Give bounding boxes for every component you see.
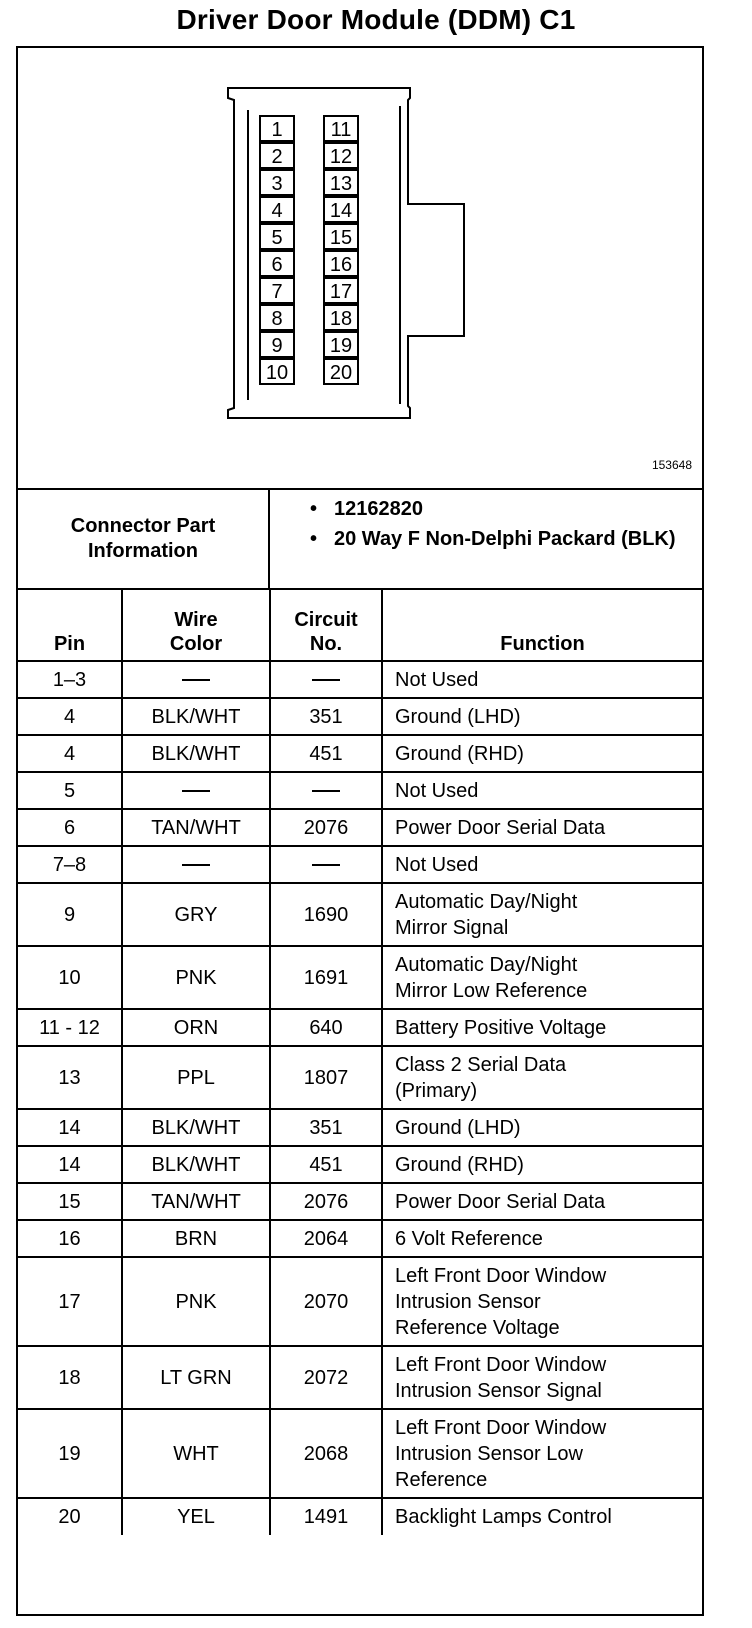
dash-mark <box>312 679 340 681</box>
table-row <box>18 1146 702 1183</box>
function-line: Ground (RHD) <box>395 1153 524 1176</box>
function-line: Mirror Signal <box>395 916 509 939</box>
pinout-table <box>18 590 702 1535</box>
dash-mark <box>182 790 210 792</box>
cell-circuit-no: 451 <box>270 1146 382 1183</box>
function-line: Left Front Door Window <box>395 1416 607 1439</box>
function-line: Not Used <box>395 668 479 691</box>
function-line: Ground (LHD) <box>395 1116 521 1139</box>
table-row <box>18 946 702 1009</box>
cell-function <box>382 946 702 1009</box>
function-line: Intrusion Sensor <box>395 1290 541 1313</box>
function-line: Class 2 Serial Data <box>395 1053 567 1076</box>
pin-number-label: 2 <box>271 146 283 168</box>
function-line: Intrusion Sensor Low <box>395 1442 583 1465</box>
header-wire-color-line1: Wire <box>174 609 218 631</box>
function-line: Left Front Door Window <box>395 1264 607 1287</box>
header-pin: Pin <box>18 590 122 661</box>
function-line: (Primary) <box>395 1079 478 1102</box>
cell-circuit-no <box>270 661 382 698</box>
cell-circuit-no: 2072 <box>270 1346 382 1409</box>
cell-circuit-no: 351 <box>270 1109 382 1146</box>
cell-function <box>382 809 702 846</box>
function-line: Ground (RHD) <box>395 742 524 765</box>
cell-circuit-no: 1690 <box>270 883 382 946</box>
cell-function <box>382 698 702 735</box>
cell-wire-color: BLK/WHT <box>122 1146 270 1183</box>
cell-wire-color: BLK/WHT <box>122 698 270 735</box>
table-row <box>18 809 702 846</box>
cell-wire-color <box>122 661 270 698</box>
connector-description: 20 Way F Non-Delphi Packard (BLK) <box>334 528 676 550</box>
table-row <box>18 1009 702 1046</box>
function-line: Automatic Day/Night <box>395 953 578 976</box>
cell-pin: 15 <box>18 1183 122 1220</box>
header-wire-color-line2: Color <box>169 633 223 655</box>
cell-function <box>382 772 702 809</box>
pin-number-label: 20 <box>329 362 353 384</box>
cell-wire-color: TAN/WHT <box>122 1183 270 1220</box>
dash-mark <box>182 864 210 866</box>
function-line: 6 Volt Reference <box>395 1227 543 1250</box>
cell-circuit-no: 2068 <box>270 1409 382 1498</box>
connector-diagram <box>18 48 702 490</box>
page-title: Driver Door Module (DDM) C1 <box>176 4 576 35</box>
cell-wire-color: BRN <box>122 1220 270 1257</box>
table-row <box>18 1220 702 1257</box>
cell-circuit-no: 1807 <box>270 1046 382 1109</box>
function-line: Power Door Serial Data <box>395 1190 606 1213</box>
cell-pin: 1–3 <box>18 661 122 698</box>
table-row <box>18 772 702 809</box>
cell-circuit-no: 451 <box>270 735 382 772</box>
cell-wire-color: BLK/WHT <box>122 1109 270 1146</box>
pin-number-label: 6 <box>271 254 283 276</box>
cell-function <box>382 1109 702 1146</box>
function-line: Not Used <box>395 853 479 876</box>
cell-function <box>382 735 702 772</box>
pin-number-label: 1 <box>271 119 283 141</box>
cell-circuit-no <box>270 846 382 883</box>
cell-function <box>382 1498 702 1535</box>
cell-circuit-no: 2070 <box>270 1257 382 1346</box>
pin-number-label: 18 <box>329 308 353 330</box>
pin-number-label: 3 <box>271 173 283 195</box>
table-row <box>18 1109 702 1146</box>
cell-wire-color <box>122 846 270 883</box>
cell-function <box>382 1409 702 1498</box>
function-line: Reference <box>395 1468 488 1491</box>
pin-number-label: 15 <box>329 227 353 249</box>
pin-number-label: 7 <box>271 281 283 303</box>
cell-wire-color: PNK <box>122 1257 270 1346</box>
cell-circuit-no: 351 <box>270 698 382 735</box>
connector-part-info <box>18 490 702 590</box>
connector-label-line1: Connector Part <box>70 515 216 537</box>
cell-circuit-no: 2064 <box>270 1220 382 1257</box>
cell-pin: 4 <box>18 698 122 735</box>
cell-wire-color: BLK/WHT <box>122 735 270 772</box>
function-line: Intrusion Sensor Signal <box>395 1379 602 1402</box>
table-row <box>18 1046 702 1109</box>
table-row <box>18 661 702 698</box>
function-line: Ground (LHD) <box>395 705 521 728</box>
cell-function <box>382 1046 702 1109</box>
cell-pin: 18 <box>18 1346 122 1409</box>
bullet: • <box>310 528 318 550</box>
figure-number: 153648 <box>651 458 692 472</box>
header-wire-color <box>122 590 270 661</box>
table-row <box>18 1257 702 1346</box>
table-row <box>18 846 702 883</box>
function-line: Mirror Low Reference <box>395 979 588 1002</box>
cell-wire-color: LT GRN <box>122 1346 270 1409</box>
cell-circuit-no: 640 <box>270 1009 382 1046</box>
cell-pin: 10 <box>18 946 122 1009</box>
cell-circuit-no: 2076 <box>270 809 382 846</box>
cell-function <box>382 1346 702 1409</box>
bullet: • <box>310 498 318 520</box>
cell-function <box>382 1183 702 1220</box>
pin-number-label: 10 <box>265 362 289 384</box>
table-row <box>18 883 702 946</box>
dash-mark <box>182 679 210 681</box>
connector-part-info-label <box>18 490 270 588</box>
table-row <box>18 1409 702 1498</box>
table-row <box>18 735 702 772</box>
cell-circuit-no: 2076 <box>270 1183 382 1220</box>
header-circuit-line2: No. <box>309 633 343 655</box>
function-line: Backlight Lamps Control <box>395 1506 612 1528</box>
cell-pin: 17 <box>18 1257 122 1346</box>
pin-number-label: 12 <box>329 146 353 168</box>
cell-pin: 4 <box>18 735 122 772</box>
pin-number-label: 16 <box>329 254 353 276</box>
cell-wire-color: YEL <box>122 1498 270 1535</box>
header-circuit-line1: Circuit <box>294 609 358 631</box>
cell-wire-color: WHT <box>122 1409 270 1498</box>
connector-label-line2: Information <box>88 540 198 562</box>
connector-part-item <box>274 496 694 522</box>
connector-face-drawing <box>18 48 702 488</box>
table-row <box>18 698 702 735</box>
connector-part-item <box>274 526 694 552</box>
dash-mark <box>312 790 340 792</box>
function-line: Not Used <box>395 779 479 802</box>
connector-sheet <box>16 46 704 1616</box>
cell-pin: 7–8 <box>18 846 122 883</box>
cell-wire-color <box>122 772 270 809</box>
function-line: Reference Voltage <box>395 1316 560 1339</box>
function-line: Power Door Serial Data <box>395 816 606 839</box>
pin-number-label: 11 <box>330 119 352 141</box>
header-circuit-no <box>270 590 382 661</box>
cell-wire-color: PNK <box>122 946 270 1009</box>
pin-number-label: 13 <box>329 173 353 195</box>
cell-pin: 13 <box>18 1046 122 1109</box>
cell-function <box>382 1220 702 1257</box>
dash-mark <box>312 864 340 866</box>
pin-number-label: 5 <box>271 227 283 249</box>
pin-number-label: 17 <box>329 281 353 303</box>
table-header-row <box>18 590 702 661</box>
pin-number-label: 14 <box>329 200 353 222</box>
cell-function <box>382 661 702 698</box>
cell-pin: 20 <box>18 1498 122 1535</box>
cell-wire-color: TAN/WHT <box>122 809 270 846</box>
cell-pin: 11 - 12 <box>18 1009 122 1046</box>
cell-pin: 14 <box>18 1146 122 1183</box>
pin-number-label: 19 <box>329 335 353 357</box>
cell-circuit-no: 1491 <box>270 1498 382 1535</box>
cell-circuit-no: 1691 <box>270 946 382 1009</box>
cell-function <box>382 1009 702 1046</box>
cell-pin: 6 <box>18 809 122 846</box>
connector-part-list <box>274 496 694 552</box>
table-row <box>18 1498 702 1535</box>
cell-circuit-no <box>270 772 382 809</box>
function-line: Left Front Door Window <box>395 1353 607 1376</box>
table-row <box>18 1346 702 1409</box>
cell-function <box>382 846 702 883</box>
part-number: 12162820 <box>334 498 423 520</box>
pin-number-label: 4 <box>271 200 283 222</box>
table-row <box>18 1183 702 1220</box>
cell-pin: 19 <box>18 1409 122 1498</box>
cell-wire-color: ORN <box>122 1009 270 1046</box>
cell-function <box>382 883 702 946</box>
pin-number-label: 8 <box>271 308 283 330</box>
cell-pin: 16 <box>18 1220 122 1257</box>
cell-wire-color: PPL <box>122 1046 270 1109</box>
pin-number-label: 9 <box>271 335 283 357</box>
cell-function <box>382 1146 702 1183</box>
cell-pin: 9 <box>18 883 122 946</box>
function-line: Battery Positive Voltage <box>395 1016 607 1039</box>
cell-pin: 5 <box>18 772 122 809</box>
header-function: Function <box>382 590 702 661</box>
cell-function <box>382 1257 702 1346</box>
cell-wire-color: GRY <box>122 883 270 946</box>
function-line: Automatic Day/Night <box>395 890 578 913</box>
cell-pin: 14 <box>18 1109 122 1146</box>
